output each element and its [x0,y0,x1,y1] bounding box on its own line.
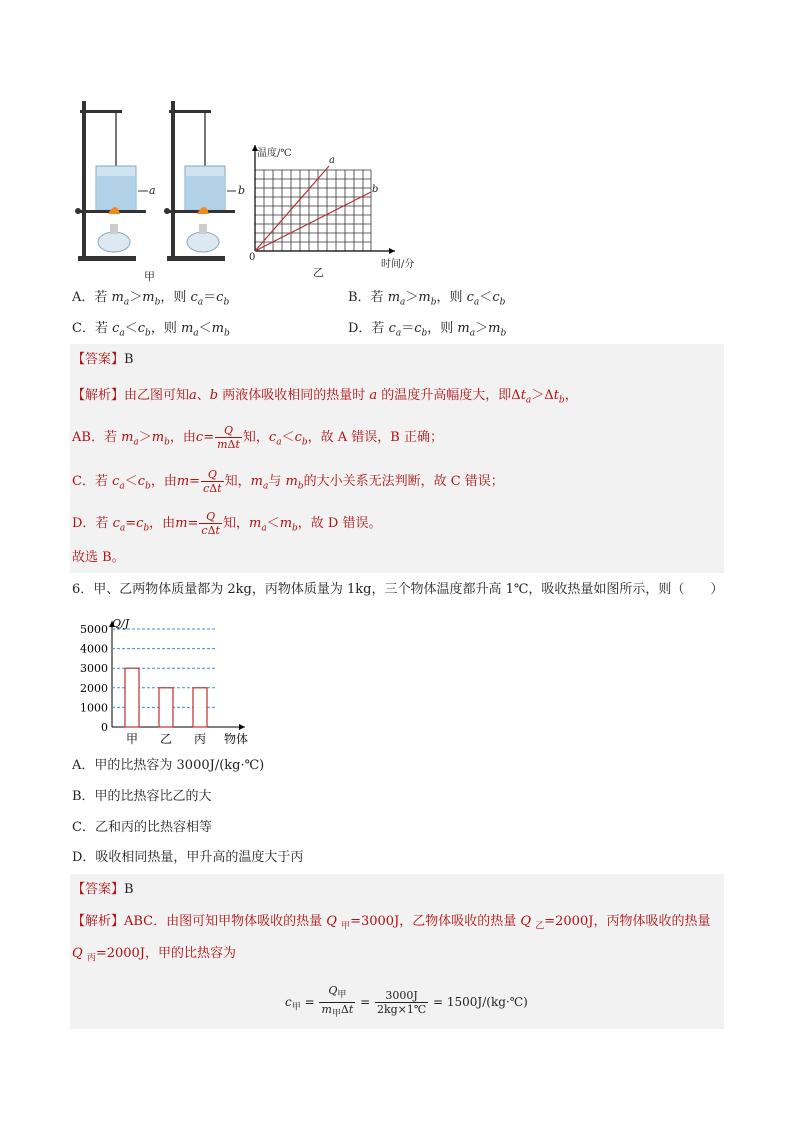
q5-answer-box [70,344,724,573]
graph-ylabel: 温度/℃ [257,148,292,159]
q5-option-c: C．若 $c_a<c_b$，则 $m_a<m_b$ [72,321,230,339]
q5-option-d: D．若 $c_a=c_b$，则 $m_a>m_b$ [348,321,507,339]
y-axis-label: Q/J [112,617,130,630]
graph-caption: 乙 [313,266,324,279]
label-b: b [238,184,246,197]
bar-0 [125,668,139,727]
q5-analysis-line1: 【解析】由乙图可知a、b 两液体吸收相同的热量时 a 的温度升高幅度大，即$\Delta t_a>\Delta t_b$， [72,388,578,406]
q6-bar-chart [70,615,260,750]
stand-yi [164,101,236,261]
caption-jia: 甲 [144,270,155,283]
graph-line-b-label: b [372,184,379,195]
y-tick-label: 4000 [80,642,108,656]
q6-option-a: A．甲的比热容为 3000J/(kg·℃) [72,758,265,773]
bar-1 [159,688,173,727]
x-category-label: 甲 [125,732,139,746]
x-category-label: 乙 [159,732,173,746]
graph-line-a-label: a [329,155,335,166]
q5-line-c: C．若 $c_a<c_b$，由m= $\frac{Q}{\text{cΔt}}$ 知，$m_a$与 $m_b$的大小关系无法判断，故 C 错误； [72,468,504,495]
q5-line-ab: AB．若 $m_a>m_b$，由c= $\frac{Q}{\text{mΔt}}$ 知，$c_a<c_b$，故 A 错误，B 正确； [72,424,443,451]
q6-answer: 【答案】B [72,882,134,897]
stand-jia [75,101,148,261]
bar-2 [193,688,207,727]
q5-answer: 【答案】B [72,352,134,367]
q5-conclusion: 故选 B。 [72,550,125,565]
q6-stem: 6．甲、乙两物体质量都为 2kg，丙物体质量为 1kg，三个物体温度都升高 1℃，吸收热量如图所示，则（ ） [72,582,724,597]
x-category-label: 丙 [193,732,207,746]
label-a: a [149,184,156,197]
q6-option-d: D．吸收相同热量，甲升高的温度大于丙 [72,850,304,865]
q6-formula: $c_甲$ = $\frac{Q_甲}{m_甲\Delta t}$ = $\frac{3000J}{2kg\times 1℃}$ = 1500J/(kg·℃) [285,984,528,1020]
q6-analysis-line2: Q $_丙$=2000J，甲的比热容为 [72,946,237,964]
y-tick-label: 3000 [80,662,108,676]
y-tick-label: 5000 [80,623,108,636]
figure-temperature-graph [245,140,425,279]
q6-option-b: B．甲的比热容比乙的大 [72,789,212,804]
apparatus-drawing [70,96,250,286]
x-axis-label: 物体 [224,732,249,746]
graph-xlabel: 时间/分 [381,259,415,270]
figure-apparatus [70,96,250,286]
y-tick-label: 2000 [80,681,108,695]
bar-chart-svg [70,615,260,750]
y-tick-label: 0 [101,721,108,734]
graph-origin: 0 [249,252,256,263]
q6-analysis-line1: 【解析】ABC．由图可知甲物体吸收的热量 Q $_甲$=3000J，乙物体吸收的热量 Q $_乙$=2000J，丙物体吸收的热量 [72,914,711,932]
q6-option-c: C．乙和丙的比热容相等 [72,820,212,835]
q5-line-d: D．若 $c_a=c_b$，由m= $\frac{Q}{\text{cΔt}}$ 知，$m_a<m_b$，故 D 错误。 [72,510,382,537]
q5-option-a: A．若 $m_a>m_b$，则 $c_a=c_b$ [72,290,230,308]
q5-option-b: B．若 $m_a>m_b$，则 $c_a<c_b$ [348,290,506,308]
y-tick-label: 1000 [80,701,108,715]
